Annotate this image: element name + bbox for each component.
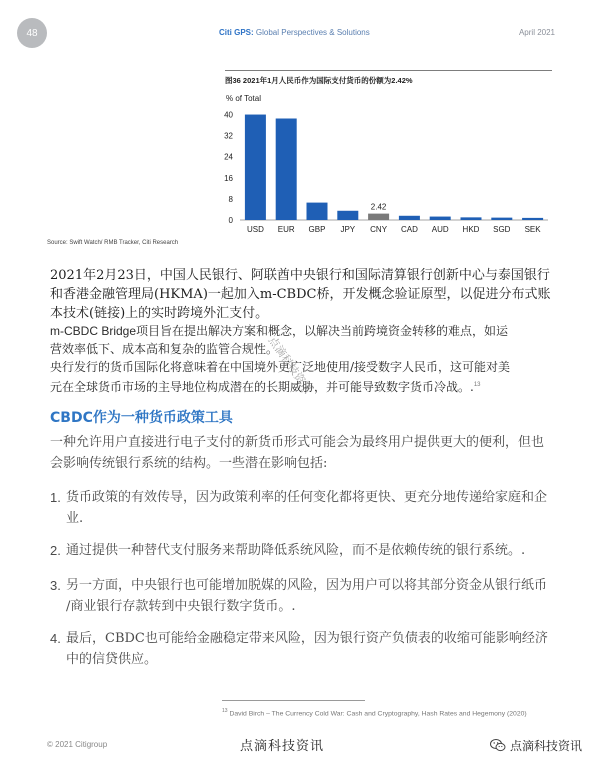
x-tick-label: CAD xyxy=(400,225,418,234)
list-item-number: 1. xyxy=(50,490,61,505)
bar-sek xyxy=(522,218,543,220)
list-item-number: 2. xyxy=(50,543,61,558)
paragraph-mcbdc-announcement xyxy=(50,266,556,323)
list-item-line2: /商业银行存款转到中央银行数字货币。. xyxy=(66,599,296,614)
x-tick-label: EUR xyxy=(277,225,295,234)
p1-line2: 和香港金融管理局(HKMA)一起加入m-CBDC桥，开发概念验证原型，以促进分布式账 xyxy=(50,287,551,302)
section-intro xyxy=(50,432,556,474)
p3-line1: 央行发行的货币国际化将意味着在中国境外更广泛地使用/接受数字人民币，这可能对美 xyxy=(50,360,511,374)
bar-usd xyxy=(245,115,266,220)
watermark-text: 点滴科技资讯 xyxy=(265,334,315,396)
footer-brand-right xyxy=(490,737,582,754)
y-tick-label: 40 xyxy=(224,110,233,120)
list-item xyxy=(50,487,560,529)
x-tick-label: SGD xyxy=(493,225,511,234)
header-date: April 2021 xyxy=(518,28,555,37)
page-number: 48 xyxy=(26,27,38,39)
chart-title: 图36 2021年1月人民币作为国际支付货币的份额为2.42% xyxy=(225,76,413,85)
y-tick-label: 0 xyxy=(228,216,233,225)
p3-line2: 元在全球货币市场的主导地位构成潜在的长期威胁，并可能导致数字货币冷战。. xyxy=(50,380,474,394)
list-item-line1: 最后，CBDC也可能给金融稳定带来风险，因为银行资产负债表的收缩可能影响经济 xyxy=(66,631,548,646)
x-tick-label: SEK xyxy=(524,225,541,234)
bar-aud xyxy=(430,217,451,220)
bar-eur xyxy=(276,119,297,221)
footnote-rule xyxy=(222,700,365,701)
bar-sgd xyxy=(491,218,512,220)
y-tick-label: 16 xyxy=(224,173,233,183)
chart-source: Source: Swift Watch/ RMB Tracker, Citi Research xyxy=(47,240,179,246)
list-item xyxy=(50,575,560,617)
list-item-number: 3. xyxy=(50,578,61,593)
bar-gbp xyxy=(307,203,328,220)
header-subtitle: Global Perspectives & Solutions xyxy=(255,28,370,37)
footer-brand-right-text: 点滴科技资讯 xyxy=(509,739,582,753)
list-item xyxy=(50,540,560,561)
y-axis-label: % of Total xyxy=(226,94,261,103)
list-item xyxy=(50,628,560,670)
wechat-icon xyxy=(490,739,506,752)
x-tick-label: AUD xyxy=(431,225,449,234)
x-tick-label: CNY xyxy=(370,225,388,234)
x-tick-label: USD xyxy=(246,225,264,234)
bar-chart xyxy=(220,88,555,240)
y-tick-label: 24 xyxy=(224,152,233,162)
header-title xyxy=(219,28,370,37)
paragraph-mcbdc-bridge xyxy=(50,322,556,358)
list-item-line1: 货币政策的有效传导，因为政策利率的任何变化都将更快、更充分地传递给家庭和企 xyxy=(66,490,548,505)
p1-line1: 2021年2月23日，中国人民银行、阿联酋中央银行和国际清算银行创新中心与泰国银行 xyxy=(50,268,550,283)
list-item-line2: 中的信贷供应。 xyxy=(66,652,158,667)
p2-line2: 营效率低下、成本高和复杂的监管合规性。 xyxy=(50,342,279,356)
page-number-badge xyxy=(17,18,47,48)
list-item-line2: 业. xyxy=(66,511,84,526)
bar-jpy xyxy=(337,211,358,220)
chart-top-rule xyxy=(225,70,552,71)
list-item-number: 4. xyxy=(50,631,61,646)
footer-brand-center: 点滴科技资讯 xyxy=(240,739,325,754)
x-tick-label: HKD xyxy=(462,225,480,234)
section-heading: CBDC作为一种货币政策工具 xyxy=(50,410,233,426)
bar-hkd xyxy=(461,217,482,220)
p2-line1: 项目旨在提出解决方案和概念，以解决当前跨境资金转移的难点，如运 xyxy=(136,324,509,338)
intro-line1: 一种允许用户直接进行电子支付的新货币形式可能会为最终用户提供更大的便利，但也 xyxy=(50,435,545,450)
paragraph-rmb-internationalization xyxy=(50,358,556,396)
list-item-line1: 通过提供一种替代支付服务来帮助降低系统风险，而不是依赖传统的银行系统。. xyxy=(66,543,526,558)
footnote xyxy=(222,706,532,719)
header-brand: Citi GPS: xyxy=(219,28,254,37)
p1-line3: 本技术(链接)上的实时跨境外汇支付。 xyxy=(50,306,269,321)
bar-cny xyxy=(368,214,389,220)
bar-cad xyxy=(399,216,420,220)
list-item-line1: 另一方面，中央银行也可能增加脱媒的风险，因为用户可以将其部分资金从银行纸币 xyxy=(66,578,548,593)
y-tick-label: 32 xyxy=(224,131,233,141)
x-tick-label: JPY xyxy=(340,225,356,234)
x-tick-label: GBP xyxy=(308,225,326,234)
copyright: © 2021 Citigroup xyxy=(47,740,108,749)
y-tick-label: 8 xyxy=(228,194,233,204)
footnote-text: David Birch – The Currency Cold War: Cash and Cryptography, Hash Rates and Hegemony (2020) xyxy=(229,710,527,718)
cny-value-label: 2.42 xyxy=(370,202,387,212)
footnote-number: 13 xyxy=(222,708,228,714)
intro-line2: 会影响传统银行系统的结构。一些潜在影响包括: xyxy=(50,456,328,471)
footnote-ref: 13 xyxy=(473,382,481,388)
p2-project-name: m-CBDC Bridge xyxy=(50,324,137,338)
